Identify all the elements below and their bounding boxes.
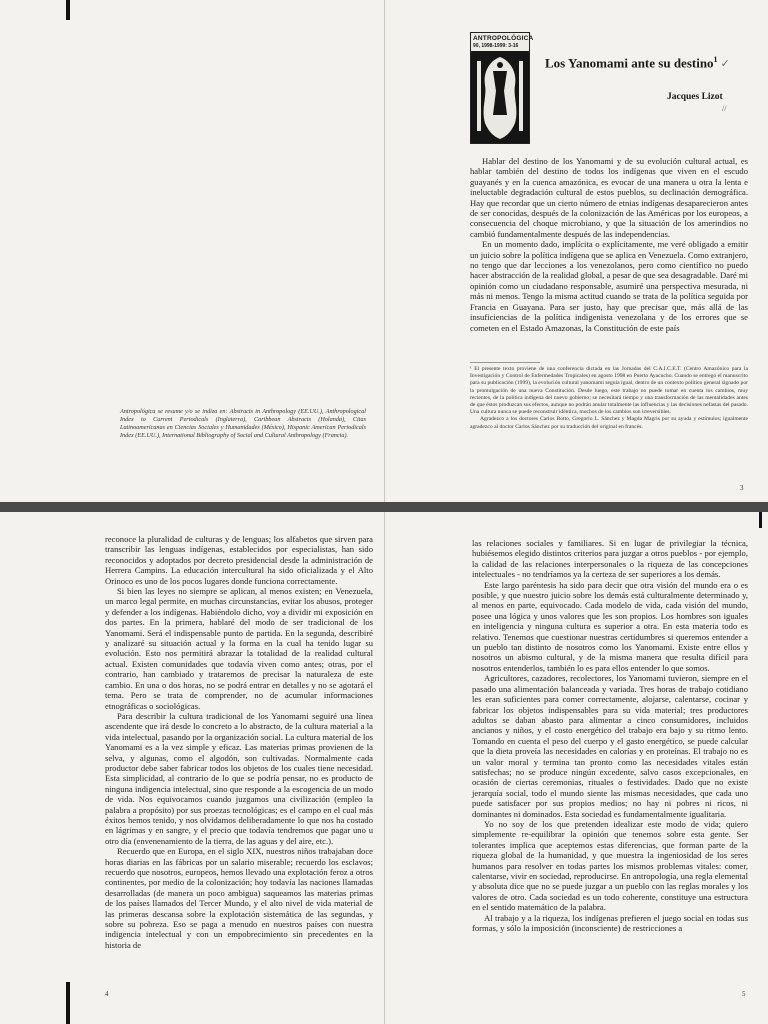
handwritten-mark: // <box>722 104 727 113</box>
page-number: 4 <box>105 990 109 998</box>
binding-bar <box>66 982 70 1024</box>
paragraph: Recuerdo que en Europa, en el siglo XIX, nuestros niños trabajaban doce horas diarias en las fábricas por un salario miserable; recuerdo los esclavos; recuerdo que nosotros, europeos, hemos llevado una explotación feroz a otros continentes, por medio de la colonización; hoy todavía las naciones llamadas desarrolladas (de manera un poco ambigua) saqueamos las materias primas de los países llamados del Tercer Mundo, y el alto nivel de vida material de las primeras descansa sobre la explotación sistemática de las segundas, y sobre su pobreza. Eso se paga a menudo en nuestros países con nuestra indigencia intelectual y con un empobrecimiento sin precedentes en la historia de <box>105 846 373 950</box>
title-footnote-marker: 1 <box>713 55 718 64</box>
paragraph: reconoce la pluralidad de culturas y de lenguas; los alfabetos que sirven para transcribir las lenguas indígenas, establecidos por especialistas, han sido reconocidos y adoptados por decreto presidencial desde la administración de Herrera Campins. La educación intercultural ha sido oficializada y el Alto Orinoco es uno de los pocos lugares donde funciona correctamente. <box>105 534 373 586</box>
footnote: ¹ El presente texto proviene de una conferencia dictada en las Jornadas del C.A.I.C.E.T. (Centro Amazónico para la Investigación y Control de Enfermedades Tropicales) en agosto 1998 en Puerto Ayacucho. Cuando se entregó el manuscrito para su publicación (1999), la evolución cultural yanomami seguía igual, dentro de un contexto político general signado por la promulgación de una nueva Constitución. Desde luego, este trabajo no puede tomar en cuenta los cambios, muy recientes, de la política indígena del nuevo gobierno; se necesitará tiempo y una transformación de las mentalidades antes de que éstos produzcan sus efectos, aunque no podrán anular totalmente las influencias y las decisiones nefastas del pasado. Una cultura nunca se puede reconstruir idéntica, muchos de los cambios son irreversibles. <box>470 366 748 416</box>
indexing-note: Antropológica se resume y/o se indiza en: Abstracts in Anthropology (EE.UU.), Anthropological Index to Current Periodicals (Inglaterra), Caribbean Abstracts (Holanda), Citas Latinoamericanas en Ciencias Sociales y Humanidades (México), Hispanic American Periodicals Index (EE.UU.), International Bibliography of Social and Cultural Anthropology (Francia). <box>120 408 366 439</box>
paragraph: Agricultores, cazadores, recolectores, los Yanomami tuvieron, siempre en el pasado una alimentación balanceada y variada. Tres horas de trabajo cotidiano les eran suficientes para comer correctamente, alojarse, calentarse, cocinar y fabricar los objetos indispensables para su vida material; tres productores adultos se daban abasto para alimentar a cinco consumidores, incluidos ancianos y niños, y el costo energético del trabajo era bajo y su ritmo lento. Tomando en cuenta el peso del cuerpo y el gasto energético, se puede calcular que la dieta proveía las necesidades en calorías y en proteínas. El trabajo no es un valor moral y termina tan pronto como las necesidades vitales están satisfechas; no se produce ningún excedente, salvo casos excepcionales, en ocasión de ciertas ceremonias, rituales o festividades. Dado que no existe jerarquía social, todo el mundo siente las mismas necesidades, que cada uno puede satisfacer por sus propios medios; no hay ni pobres ni ricos, ni dominantes ni dominados. Esta sociedad es fundamentalmente igualitaria. <box>472 673 748 819</box>
page-3-footnotes <box>470 366 748 431</box>
pages-4-5-spread <box>0 512 768 1024</box>
paragraph: las relaciones sociales y familiares. Si en lugar de privilegiar la técnica, hubiésemos elegido distintos criterios para juzgar a otros pueblos - por ejemplo, la calidad de las relaciones interpersonales o la riqueza de las concepciones intelectuales - no tendríamos ya la certeza de ser superiores a los demás. <box>472 538 748 580</box>
paragraph: Hablar del destino de los Yanomami y de su evolución cultural actual, es hablar también del destino de todos los indígenas que viven en el escudo guayanés y en la cuenca amazónica, es evocar de una manera u otra la lenta e ineluctable degradación cultural de estos pueblos, su declinación demográfica. Hay que recordar que un cierto número de etnias indígenas desaparecieron antes de ser conocidas, después de la colonización de las Américas por los europeos, a consecuencia del choque microbiano, y que la situación de los amerindios no cambió fundamentalmente después de las independencias. <box>470 156 748 239</box>
author-name: Jacques Lizot <box>667 92 723 102</box>
page-fold <box>384 0 385 502</box>
footnote: Agradezco a los doctores Carlos Botto, Gregorio L. Sánchez y Magda Magris por su ayuda y estímulos; igualmente agradezco al doctor Carlos Sánchez por su traducción del original en francés. <box>470 416 748 430</box>
paragraph: Si bien las leyes no siempre se aplican, al menos existen; en Venezuela, un marco legal permite, en muchas circunstancias, evitar los abusos, proteger y defender a los indígenas. Habiéndolo dicho, voy a dividir mi exposición en dos partes. En la primera, hablaré del modo de ser tradicional de los Yanomami. Será el indispensable punto de partida. En la segunda, describiré y analizaré su situación actual y la forma en la cual ha tenido lugar su evolución. Esto nos permitirá abrazar la totalidad de la realidad cultural actual. Existen comunidades que todavía viven como antes; otras, por el contrario, han cambiado y trataremos de precisar la naturaleza de este cambio. En una o dos horas, no se podrá entrar en detalles y no se agotará el tema. Pero se trata de comprender, no de acumular informaciones etnográficas o sociológicas. <box>105 586 373 711</box>
page-number: 5 <box>742 990 746 998</box>
binding-bar <box>759 512 762 528</box>
paragraph: Este largo paréntesis ha sido para decir que otra visión del mundo era o es posible, y que nuestro juicio sobre los demás está culturalmente determinado y, al menos en parte, equivocado. Cada modelo de vida, cada visión del mundo, posee una lógica y unos valores que les son propios. Los hombres son iguales en inteligencia y ninguna cultura es superior a otra. En esta materia todo es relativo. Tenemos que cuestionar nuestras certidumbres si queremos entender a un pueblo tan distinto de nosotros como los Yanomami. Existe entre ellos y nosotros un abismo cultural, y de la misma manera que resulta difícil para nosotros entenderlos, también lo es para ellos entender lo que somos. <box>472 579 748 673</box>
journal-name: ANTROPOLÓGICA <box>473 35 534 42</box>
page-number: 3 <box>740 484 744 492</box>
journal-logo <box>470 32 534 144</box>
paragraph: En un momento dado, implícita o explícitamente, me veré obligado a emitir un juicio sobre la política indígena que se aplica en Venezuela. Como extranjero, no tengo que dar lecciones a los venezolanos, pero como científico no puedo hacer abstracción de la realidad global, a pesar de que sea desagradable. Daré mi opinión como un ciudadano responsable, asumiré una perspectiva mesurada, ni más ni menos. Tengo la misma actitud cuando se trata de la política seguida por Francia en Guayana. Para ser justo, hay que precisar que, más allá de las insuficiencias de la política indigenista venezolana y de los errores que se cometen en el Estado Amazonas, la Constitución de este país <box>470 239 748 333</box>
paragraph: Para describir la cultura tradicional de los Yanomami seguiré una línea ascendente que irá desde lo concreto a lo abstracto, de la cultura material a la vida intelectual, pasando por la organización social. La cultura material de los Yanomami es a la vez simple y eficaz. Las materias primas provienen de la selva, y algunas, como el algodón, son cultivadas. Normalmente cada productor debe saber fabricar todos los objetos de los cuales tiene necesidad. Esta simplicidad, al contrario de lo que se podría pensar, no es producto de ninguna indigencia intelectual, sino que responde a la escogencia de un modo de vida. Nos equivocamos cuando juzgamos una civilización (empleo la palabra a propósito) por sus proezas tecnológicas; es el campo en el cual más éxitos hemos tenido, y nos olvidamos deliberadamente lo que nos ha costado en lágrimas y en sangre, y el precio que todavía tendremos que pagar uno u otro día (envenenamiento de la tierra, de las aguas y del aire, etc.). <box>105 710 373 846</box>
article-title-text: Los Yanomami ante su destino <box>545 55 714 71</box>
page-3-spread <box>0 0 768 502</box>
footnote-rule <box>470 362 540 363</box>
article-title <box>545 52 730 72</box>
handwritten-checkmark: ✓ <box>720 58 730 71</box>
journal-emblem-icon <box>471 51 529 143</box>
page-4-body <box>105 534 373 950</box>
binding-bar <box>66 0 70 20</box>
paragraph: Al trabajo y a la riqueza, los indígenas prefieren el juego social en todas sus formas, y sólo la imposición (inconsciente) de restricciones a <box>472 912 748 934</box>
paragraph: Yo no soy de los que pretenden idealizar este modo de vida; quiero simplemente re-equilibrar la opinión que tenemos sobre esta gente. Ser tolerantes implica que aceptemos estas diferencias, que forman parte de la riqueza global de la humanidad, y que muestra la ingeniosidad de los seres humanos para resolver en todas partes los mismos problemas vitales: comer, calentarse, vivir en sociedad, reproducirse. En antropología, una regla elemental y absoluta dice que no se puede juzgar a un pueblo con las reglas morales y los valores de otro. Cada sociedad es un todo coherente, constituye una estructura en el sentido matemático de la palabra. <box>472 818 748 913</box>
page-fold <box>384 512 385 1024</box>
page-5-body <box>472 538 748 933</box>
journal-issue: 90, 1998-1999: 3-16 <box>473 43 519 49</box>
page-3-body <box>470 156 748 333</box>
